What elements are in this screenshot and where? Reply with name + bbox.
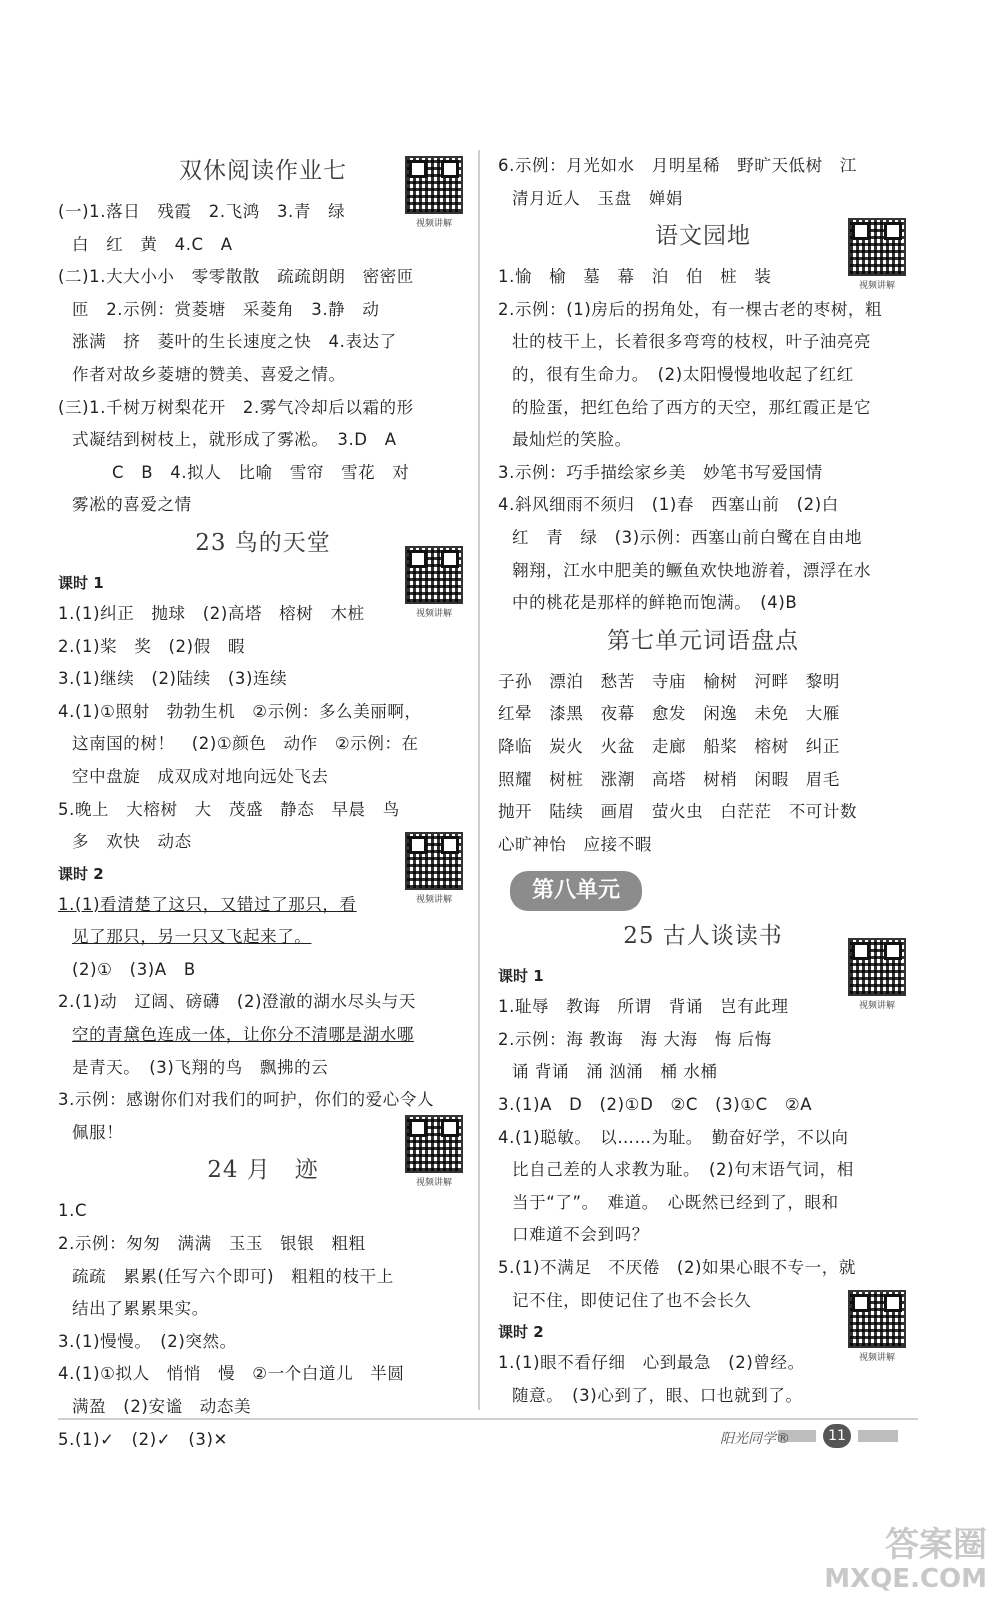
answer-line: 式凝结到树枝上，就形成了雾凇。 3.D A bbox=[72, 430, 397, 450]
answer-line: 的，很有生命力。 (2)太阳慢慢地收起了红红 bbox=[512, 364, 854, 384]
answer-line: 满盈 (2)安谧 动态美 bbox=[72, 1397, 252, 1416]
footer-bar bbox=[858, 1430, 898, 1442]
qr-label: 视频讲解 bbox=[858, 1353, 895, 1363]
answer-line: 疏疏 累累(任写六个即可) 粗粗的枝干上 bbox=[72, 1266, 394, 1286]
answer-line: 1.愉 榆 墓 幕 泊 伯 桩 装 bbox=[498, 267, 772, 287]
left-column bbox=[58, 150, 468, 1456]
answer-line: 随意。 (3)心到了，眼、口也就到了。 bbox=[512, 1385, 803, 1405]
answer-line: 2.示例：海 教诲 海 大海 悔 后悔 bbox=[498, 1029, 772, 1049]
answer-line: 1.(1)纠正 抛球 (2)高塔 榕树 木桩 bbox=[58, 603, 365, 623]
qr-label: 视频讲解 bbox=[858, 1001, 895, 1011]
qr-code-icon bbox=[405, 546, 463, 604]
word-list-line: 心旷神怡 应接不暇 bbox=[498, 834, 652, 854]
qr-label: 视频讲解 bbox=[858, 281, 895, 291]
answer-line: 见了那只，另一只又飞起来了。 bbox=[72, 927, 312, 947]
answer-line: 3.示例：感谢你们对我们的呵护，你们的爱心令人 bbox=[58, 1090, 435, 1110]
answer-line: 1.C bbox=[58, 1201, 88, 1221]
answer-line: (二)1.大大小小 零零散散 疏疏朗朗 密密匝 bbox=[58, 267, 414, 287]
answer-line: 空中盘旋 成双成对地向远处飞去 bbox=[72, 766, 329, 786]
section-title: 24 月 迹 bbox=[207, 1157, 319, 1184]
answer-line: 1.耻辱 教诲 所谓 背诵 岂有此理 bbox=[498, 997, 789, 1017]
lesson-heading: 课时 2 bbox=[498, 1323, 544, 1342]
qr-label: 视频讲解 bbox=[415, 895, 452, 905]
word-list-line: 红晕 漆黑 夜幕 愈发 闲逸 未免 大雁 bbox=[498, 704, 840, 724]
answer-line: 4.(1)①拟人 悄悄 慢 ②一个白道儿 半圆 bbox=[58, 1364, 405, 1384]
qr-code[interactable] bbox=[405, 832, 463, 905]
answer-line: 5.晚上 大榕树 大 茂盛 静态 早晨 鸟 bbox=[58, 799, 400, 819]
answer-line: 2.示例：匆匆 满满 玉玉 银银 粗粗 bbox=[58, 1234, 366, 1254]
answer-line: 中的桃花是那样的鲜艳而饱满。 (4)B bbox=[512, 593, 798, 613]
qr-label: 视频讲解 bbox=[415, 609, 452, 619]
answer-line: 当于“了”。 难道。 心既然已经到了，眼和 bbox=[512, 1192, 839, 1212]
answer-line: 白 红 黄 4.C A bbox=[72, 234, 233, 254]
watermark-line: 答案圈 bbox=[885, 1525, 987, 1565]
qr-code-icon bbox=[405, 1115, 463, 1173]
answer-line: 口难道不会到吗？ bbox=[512, 1225, 649, 1245]
watermark bbox=[824, 1525, 987, 1596]
answer-line: 红 青 绿 (3)示例：西塞山前白鹭在自由地 bbox=[512, 527, 863, 547]
qr-code[interactable] bbox=[848, 1290, 906, 1363]
qr-code-icon bbox=[848, 1290, 906, 1348]
answer-line: 3.示例：巧手描绘家乡美 妙笔书写爱国情 bbox=[498, 462, 823, 482]
answer-line: 雾凇的喜爱之情 bbox=[72, 495, 192, 515]
column-divider bbox=[478, 150, 480, 1410]
answer-line: 2.示例：(1)房后的拐角处，有一棵古老的枣树，粗 bbox=[498, 299, 883, 319]
word-list-line: 降临 炭火 火盆 走廊 船桨 榕树 纠正 bbox=[498, 736, 840, 756]
qr-label: 视频讲解 bbox=[415, 219, 452, 229]
section-title: 双休阅读作业七 bbox=[179, 158, 347, 184]
answer-line: 记不住，即使记住了也不会长久 bbox=[512, 1290, 752, 1310]
answer-line: 这南国的树！ (2)①颜色 动作 ②示例：在 bbox=[72, 734, 419, 754]
answer-line: 结出了累累果实。 bbox=[72, 1299, 209, 1319]
answer-line: 最灿烂的笑脸。 bbox=[512, 430, 632, 450]
answer-line: 是青天。 (3)飞翔的鸟 飘拂的云 bbox=[72, 1057, 329, 1077]
answer-line: 3.(1)慢慢。 (2)突然。 bbox=[58, 1331, 237, 1351]
qr-code-icon bbox=[848, 218, 906, 276]
answer-line: 1.(1)看清楚了这只，又错过了那只，看 bbox=[58, 894, 357, 914]
lesson-heading: 课时 2 bbox=[58, 864, 104, 883]
answer-line: (一)1.落日 残霞 2.飞鸿 3.青 绿 bbox=[58, 202, 346, 221]
qr-code[interactable] bbox=[405, 156, 463, 229]
answer-line: 壮的枝干上，长着很多弯弯的枝杈，叶子油亮亮 bbox=[512, 332, 872, 352]
unit-banner: 第八单元 bbox=[510, 871, 642, 911]
answer-line: 翱翔，江水中肥美的鳜鱼欢快地游着，漂浮在水 bbox=[512, 560, 872, 580]
qr-code-icon bbox=[848, 938, 906, 996]
section-title: 25 古人谈读书 bbox=[623, 923, 783, 950]
answer-line: 诵 背诵 涌 汹涌 桶 水桶 bbox=[512, 1062, 718, 1082]
answer-line: 佩服！ bbox=[72, 1122, 124, 1142]
qr-code-icon bbox=[405, 832, 463, 890]
answer-line: 2.(1)动 辽阔、磅礴 (2)澄澈的湖水尽头与天 bbox=[58, 992, 416, 1012]
answer-line: (2)① (3)A B bbox=[72, 959, 196, 979]
answer-line: (三)1.千树万树梨花开 2.雾气冷却后以霜的形 bbox=[58, 397, 414, 417]
answer-line: 比自己差的人求教为耻。 (2)句末语气词，相 bbox=[512, 1160, 854, 1180]
qr-code-icon bbox=[405, 156, 463, 214]
answer-line: C B 4.拟人 比喻 雪帘 雪花 对 bbox=[112, 462, 410, 482]
section-title: 第七单元词语盘点 bbox=[607, 627, 799, 654]
answer-line: 1.(1)眼不看仔细 心到最急 (2)曾经。 bbox=[498, 1353, 805, 1373]
answer-line: 多 欢快 动态 bbox=[72, 832, 192, 852]
qr-code[interactable] bbox=[848, 938, 906, 1011]
answer-line: 4.(1)①照射 勃勃生机 ②示例：多么美丽啊， bbox=[58, 701, 422, 721]
answer-line: 作者对故乡菱塘的赞美、喜爱之情。 bbox=[72, 364, 346, 384]
answer-line: 空的青黛色连成一体，让你分不清哪是湖水哪 bbox=[72, 1025, 414, 1045]
word-list-line: 照耀 树桩 涨潮 高塔 树梢 闲暇 眉毛 bbox=[498, 769, 840, 789]
answer-line: 4.斜风细雨不须归 (1)春 西塞山前 (2)白 bbox=[498, 495, 839, 515]
answer-line: 5.(1)不满足 不厌倦 (2)如果心眼不专一，就 bbox=[498, 1258, 856, 1278]
section-title: 23 鸟的天堂 bbox=[195, 529, 331, 556]
lesson-heading: 课时 1 bbox=[498, 967, 544, 986]
answer-line: 3.(1)继续 (2)陆续 (3)连续 bbox=[58, 669, 288, 689]
answer-line: 4.(1)聪敏。 以……为耻。 勤奋好学，不以向 bbox=[498, 1127, 849, 1147]
qr-code[interactable] bbox=[405, 1115, 463, 1188]
answer-line: 清月近人 玉盘 婵娟 bbox=[512, 188, 683, 208]
answer-line: 2.(1)桨 奖 (2)假 暇 bbox=[58, 636, 245, 656]
answer-line: 6.示例：月光如水 月明星稀 野旷天低树 江 bbox=[498, 156, 857, 175]
qr-label: 视频讲解 bbox=[415, 1178, 452, 1188]
word-list-line: 抛开 陆续 画眉 萤火虫 白茫茫 不可计数 bbox=[498, 802, 858, 822]
qr-code[interactable] bbox=[405, 546, 463, 619]
section-title: 语文园地 bbox=[655, 223, 751, 250]
answer-line: 匝 2.示例：赏菱塘 采菱角 3.静 动 bbox=[72, 299, 380, 319]
lesson-heading: 课时 1 bbox=[58, 573, 104, 592]
brand-logo: 阳光同学® bbox=[720, 1431, 790, 1447]
qr-code[interactable] bbox=[848, 218, 906, 291]
page-number: 11 bbox=[823, 1424, 851, 1448]
answer-line: 3.(1)A D (2)①D ②C (3)①C ②A bbox=[498, 1095, 813, 1115]
answer-line: 涨满 挤 菱叶的生长速度之快 4.表达了 bbox=[72, 332, 397, 352]
word-list-line: 子孙 漂泊 愁苦 寺庙 榆树 河畔 黎明 bbox=[498, 671, 840, 691]
watermark-line: MXQE.COM bbox=[824, 1564, 987, 1594]
answer-line: 的脸蛋，把红色给了西方的天空，那红霞正是它 bbox=[512, 397, 872, 417]
right-column bbox=[498, 150, 908, 1412]
answer-line: 5.(1)✓ (2)✓ (3)✕ bbox=[58, 1429, 228, 1449]
